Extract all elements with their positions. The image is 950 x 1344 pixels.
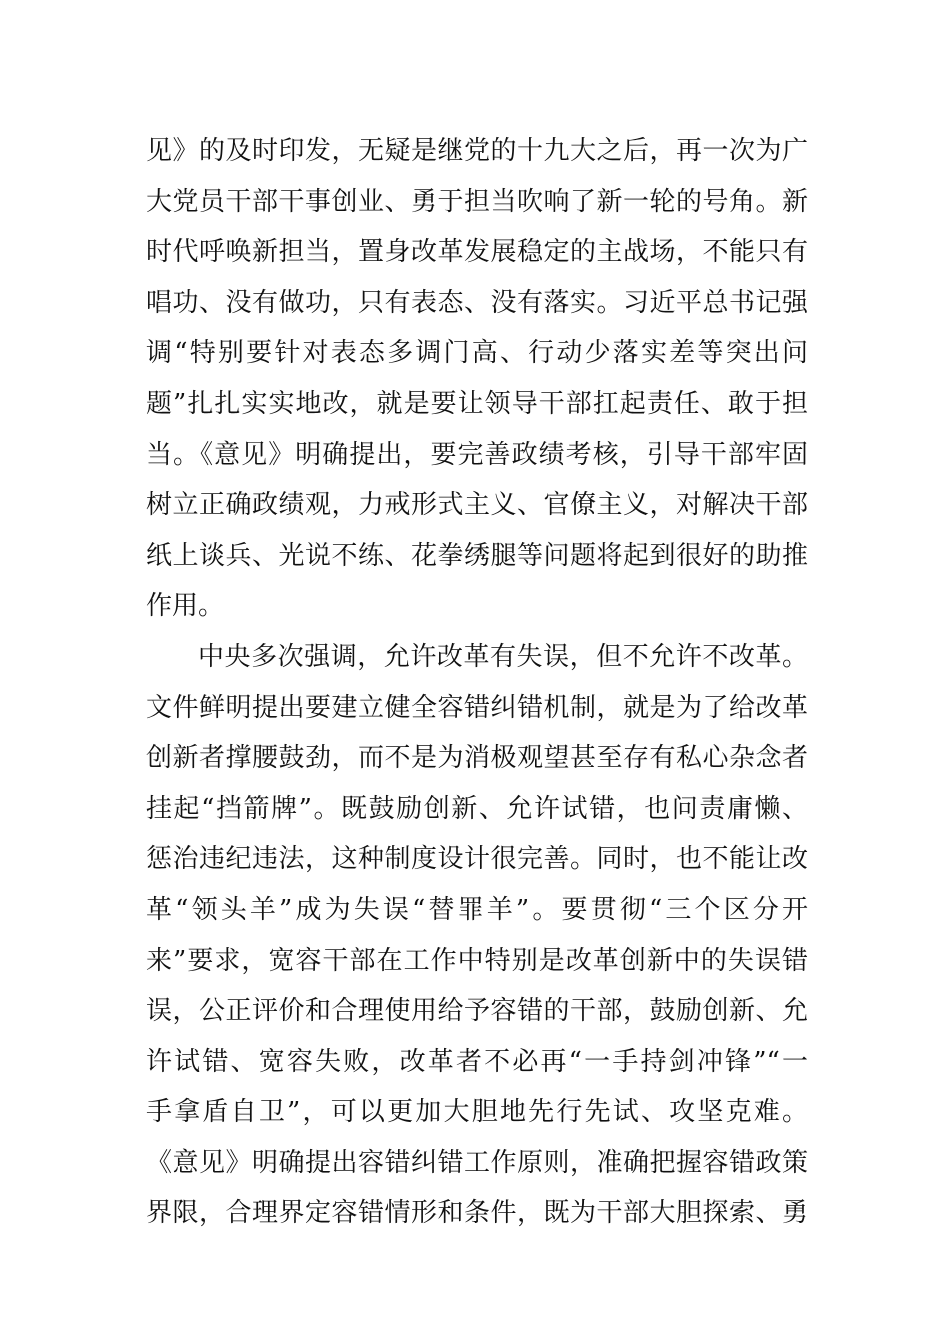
text-line: 惩治违纪违法，这种制度设计很完善。同时，也不能让改	[146, 844, 808, 875]
text-line: 《意见》明确提出容错纠错工作原则，准确把握容错政策	[146, 1147, 808, 1178]
text-line: 创新者撑腰鼓劲，而不是为消极观望甚至存有私心杂念者	[146, 743, 808, 774]
text-line: 来”要求，宽容干部在工作中特别是改革创新中的失误错	[146, 945, 808, 976]
text-line: 中央多次强调，允许改革有失误，但不允许不改革。	[198, 641, 808, 672]
body-text	[146, 126, 808, 1239]
paragraph-1	[146, 126, 808, 632]
text-line: 时代呼唤新担当，置身改革发展稳定的主战场，不能只有	[146, 237, 808, 268]
text-line: 手拿盾自卫”，可以更加大胆地先行先试、攻坚克难。	[146, 1097, 808, 1128]
text-line: 见》的及时印发，无疑是继党的十九大之后，再一次为广	[146, 136, 808, 166]
text-line: 误，公正评价和合理使用给予容错的干部，鼓励创新、允	[146, 996, 808, 1027]
text-line: 调“特别要针对表态多调门高、行动少落实差等突出问	[146, 338, 808, 369]
text-line: 革“领头羊”成为失误“替罪羊”。要贯彻“三个区分开	[146, 894, 808, 925]
text-line: 许试错、宽容失败，改革者不必再“一手持剑冲锋”“一	[146, 1046, 808, 1077]
text-line: 当。《意见》明确提出，要完善政绩考核，引导干部牢固	[146, 439, 808, 470]
text-line: 唱功、没有做功，只有表态、没有落实。习近平总书记强	[146, 287, 808, 318]
text-line: 界限，合理界定容错情形和条件，既为干部大胆探索、勇	[146, 1198, 808, 1229]
paragraph-2	[146, 632, 808, 1239]
text-line: 作用。	[146, 591, 225, 622]
text-line: 树立正确政绩观，力戒形式主义、官僚主义，对解决干部	[146, 490, 808, 521]
text-line: 题”扎扎实实地改，就是要让领导干部扛起责任、敢于担	[146, 388, 808, 419]
text-line: 文件鲜明提出要建立健全容错纠错机制，就是为了给改革	[146, 692, 808, 723]
text-line: 纸上谈兵、光说不练、花拳绣腿等问题将起到很好的助推	[146, 540, 808, 571]
text-line: 大党员干部干事创业、勇于担当吹响了新一轮的号角。新	[146, 186, 808, 217]
text-line: 挂起“挡箭牌”。既鼓励创新、允许试错，也问责庸懒、	[146, 793, 808, 824]
